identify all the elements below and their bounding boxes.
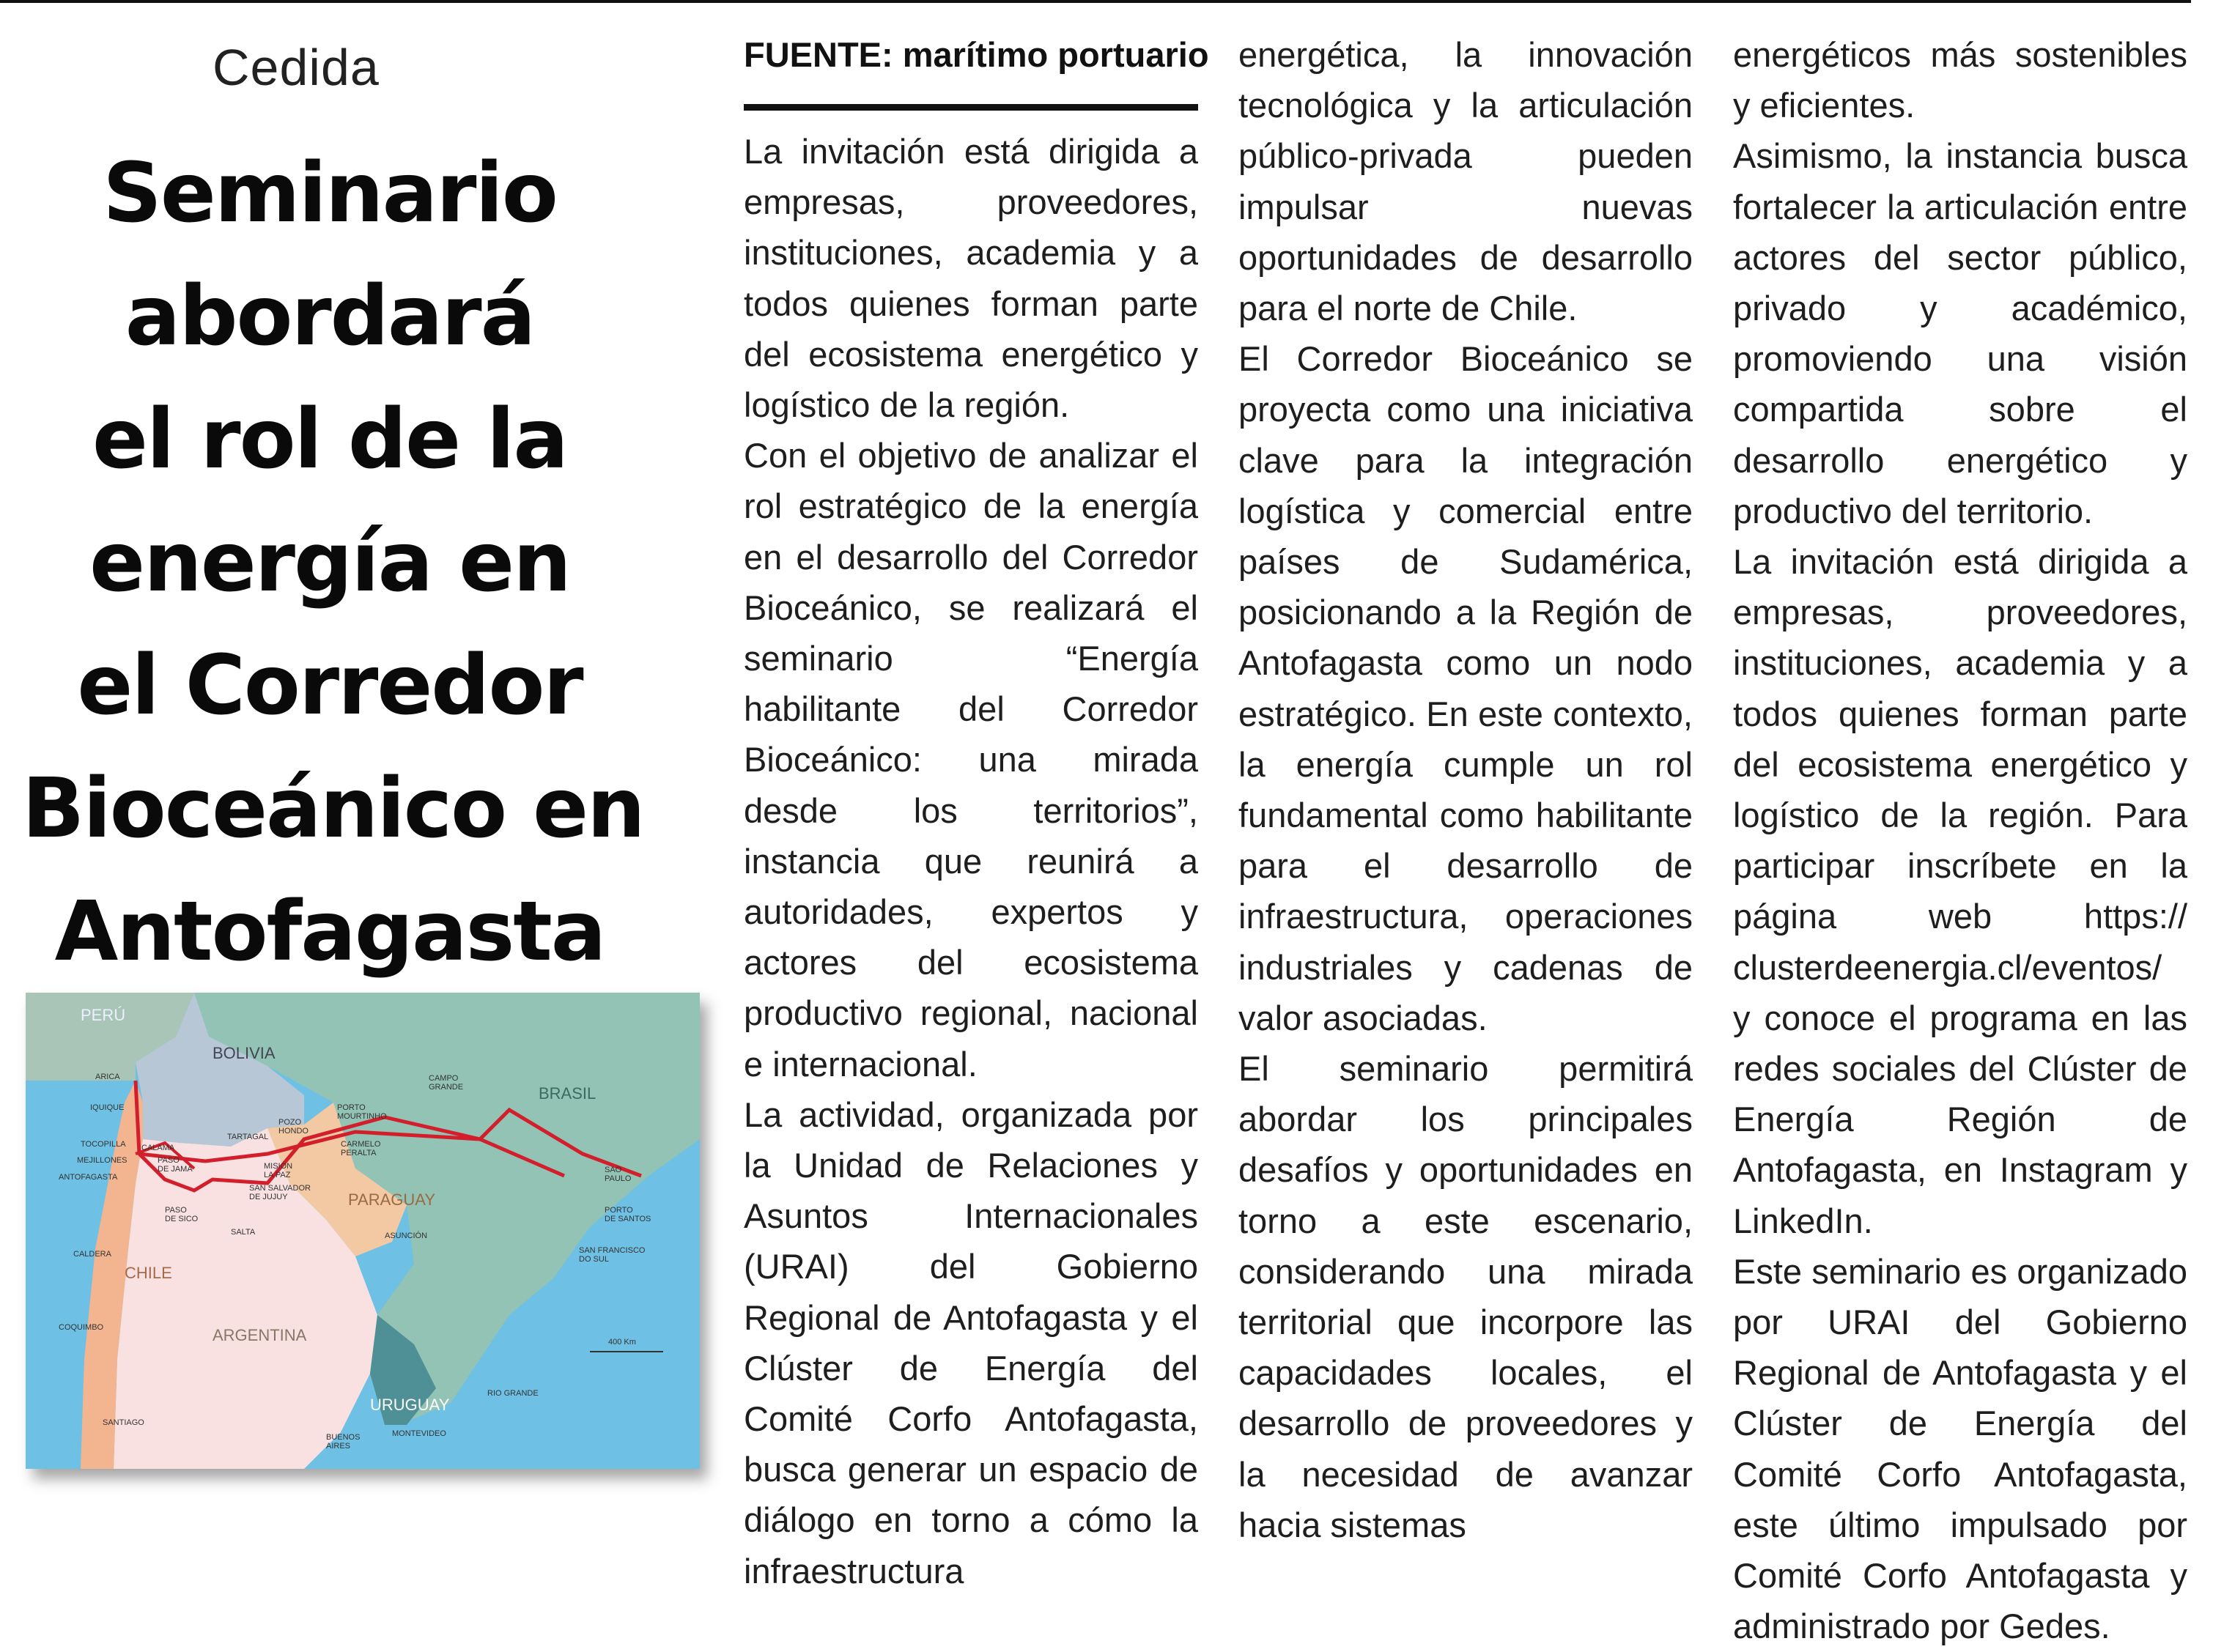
article-paragraph: El seminario permitirá abordar los principales desafíos y oportunidades en torno a este escenario, considerando una mirada territorial que incorpore las capacidades locales, el desarrollo de proveedores y la necesidad de avanzar hacia sistemas bbox=[1238, 1049, 1693, 1544]
city-buenos-aires: BUENOS AIRES bbox=[326, 1433, 361, 1451]
city-coquimbo: COQUIMBO bbox=[59, 1323, 104, 1332]
country-argentina: ARGENTINA bbox=[213, 1326, 307, 1344]
article-paragraph: La invitación está dirigida a empresas, proveedores, instituciones, academia y a todos quienes forman parte del ecosistema energético y logístico de la región. bbox=[744, 132, 1198, 425]
headline bbox=[22, 132, 644, 993]
city-iquique: IQUIQUE bbox=[90, 1103, 125, 1112]
country-uruguay: URUGUAY bbox=[370, 1396, 450, 1414]
city-mejillones: MEJILLONES bbox=[77, 1156, 128, 1165]
city-calama: CALAMA bbox=[141, 1144, 175, 1152]
city-arica: ARICA bbox=[95, 1073, 120, 1081]
article-column-2 bbox=[1238, 29, 1693, 1550]
city-carmelo-peralta: CARMELO PERALTA bbox=[341, 1140, 381, 1157]
scale-label: 400 Km bbox=[608, 1338, 636, 1347]
source-divider bbox=[744, 104, 1198, 111]
city-asuncion: ASUNCIÓN bbox=[385, 1231, 428, 1240]
article-paragraph: La invitación está dirigida a empresas, proveedores, instituciones, academia y a todos quienes forman parte del ecosistema energético y logístico de la región. Para participar inscríbete en la página web https:// clusterdeenergia.cl/eventos/ y conoce el programa en las redes sociales del Clúster de Energía Región de Antofagasta, en Instagram y LinkedIn. bbox=[1733, 542, 2187, 1240]
headline-line: el rol de la bbox=[92, 392, 567, 487]
article-paragraph: La actividad, organizada por la Unidad de Relaciones y Asuntos Internacionales (URAI) del Gobierno Regional de Antofagasta y el Clúster de Energía del Comité Corfo Antofagasta, busca generar un espacio de diálogo en torno a cómo la infraestructura bbox=[744, 1094, 1198, 1590]
country-brasil: BRASIL bbox=[539, 1084, 596, 1103]
country-chile: CHILE bbox=[125, 1264, 172, 1282]
headline-line: Antofagasta bbox=[54, 884, 605, 979]
photo-credit: Cedida bbox=[213, 39, 380, 96]
headline-line: Bioceánico en bbox=[22, 761, 644, 856]
article-column-3 bbox=[1733, 29, 2187, 1652]
city-porto-murtinho: PORTO MOURTINHO bbox=[337, 1103, 387, 1121]
city-san-francisco: SAN FRANCISCO DO SUL bbox=[579, 1246, 646, 1264]
article-paragraph: Este seminario es organizado por URAI del Gobierno Regional de Antofagasta y el Clúster de Energía del Comité Corfo Antofagasta, este último impulsado por Comité Corfo Antofagasta y administrado por Gedes. bbox=[1733, 1251, 2187, 1646]
corridor-map bbox=[26, 993, 700, 1469]
city-mision-la-paz: MISIÓN LA PAZ bbox=[264, 1162, 293, 1179]
article-paragraph: Asimismo, la instancia busca fortalecer la articulación entre actores del sector público, privado y académico, promoviendo una visión compartida sobre el desarrollo energético y productivo del territorio. bbox=[1733, 136, 2187, 530]
country-bolivia: BOLIVIA bbox=[213, 1044, 276, 1062]
headline-line: Seminario bbox=[103, 146, 557, 241]
city-montevideo: MONTEVIDEO bbox=[392, 1429, 446, 1438]
city-porto-santos: PORTO DE SANTOS bbox=[605, 1206, 651, 1223]
city-sao-paulo: SAO PAULO bbox=[605, 1166, 632, 1183]
corridor-map-svg bbox=[26, 993, 700, 1469]
top-rule bbox=[0, 0, 2191, 3]
headline-line: el Corredor bbox=[77, 638, 583, 733]
article-source: FUENTE: marítimo portuario bbox=[744, 35, 1209, 74]
city-tartagal: TARTAGAL bbox=[227, 1133, 269, 1141]
city-salta: SALTA bbox=[231, 1228, 256, 1237]
city-caldera: CALDERA bbox=[73, 1250, 111, 1259]
country-paraguay: PARAGUAY bbox=[348, 1190, 435, 1209]
headline-line: energía en bbox=[89, 515, 570, 610]
city-paso-sico: PASO DE SICO bbox=[165, 1206, 199, 1223]
city-antofagasta: ANTOFAGASTA bbox=[59, 1173, 118, 1182]
country-peru: PERÚ bbox=[81, 1006, 126, 1024]
article-paragraph: Con el objetivo de analizar el rol estratégico de la energía en el desarrollo del Corredor Bioceánico, se realizará el seminario “Energía habilitante del Corredor Bioceánico: una mirada desde los territorios”, instancia que reunirá a autoridades, expertos y actores del ecosistema productivo regional, nacional e internacional. bbox=[744, 436, 1198, 1084]
city-pozo-hondo: POZO HONDO bbox=[278, 1118, 309, 1136]
city-rio-grande: RIO GRANDE bbox=[487, 1389, 539, 1398]
city-san-salvador: SAN SALVADOR DE JUJUY bbox=[249, 1184, 311, 1201]
article-paragraph: El Corredor Bioceánico se proyecta como una iniciativa clave para la integración logística y comercial entre países de Sudamérica, posicionando a la Región de Antofagasta como un nodo estratégico. En este contexto, la energía cumple un rol fundamental como habilitante para el desarrollo de infraestructura, operaciones industriales y cadenas de valor asociadas. bbox=[1238, 339, 1693, 1037]
city-campo-grande: CAMPO GRANDE bbox=[429, 1074, 464, 1092]
article-paragraph: energética, la innovación tecnológica y la articulación público-privada pueden impulsar nuevas oportunidades de desarrollo para el norte de Chile. bbox=[1238, 35, 1693, 328]
article-paragraph: energéticos más sostenibles y eficientes. bbox=[1733, 35, 2187, 125]
city-tocopilla: TOCOPILLA bbox=[81, 1140, 126, 1149]
article-column-1 bbox=[744, 29, 1209, 1596]
city-paso-jama: PASO DE JAMA bbox=[158, 1156, 193, 1174]
city-santiago: SANTIAGO bbox=[103, 1418, 144, 1427]
headline-line: abordará bbox=[125, 269, 535, 364]
